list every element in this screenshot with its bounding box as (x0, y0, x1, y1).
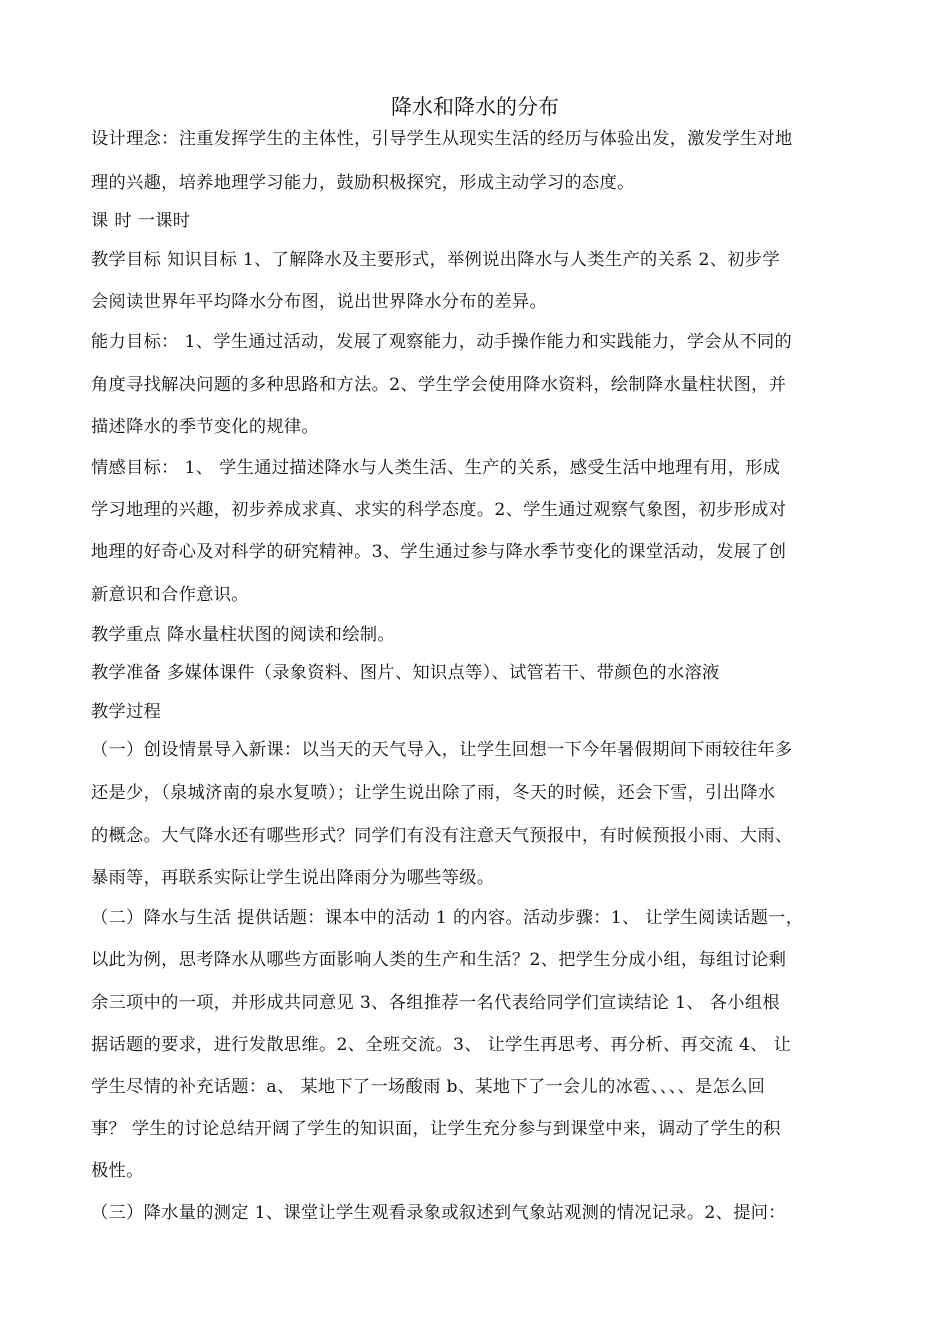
text-line: 教学准备 多媒体课件（录象资料、图片、知识点等）、试管若干、带颜色的水溶液 (91, 663, 720, 683)
text-line: 教学重点 降水量柱状图的阅读和绘制。 (91, 625, 395, 645)
text-line: 新意识和合作意识。 (91, 585, 249, 605)
text-line: 地理的好奇心及对科学的研究精神。3、学生通过参与降水季节变化的课堂活动，发展了创 (91, 542, 787, 562)
text-line: 会阅读世界年平均降水分布图，说出世界降水分布的差异。 (91, 292, 547, 312)
text-line: 角度寻找解决问题的多种思路和方法。2、学生学会使用降水资料，绘制降水量柱状图，并 (91, 375, 787, 395)
text-line: 余三项中的一项，并形成共同意见 3、各组推荐一名代表给同学们宣读结论 1、 各小组根 (91, 993, 780, 1013)
text-line: 教学目标 知识目标 1、了解降水及主要形式，举例说出降水与人类生产的关系 2、初步学 (91, 250, 780, 270)
text-line: （二）降水与生活 提供话题：课本中的活动 1 的内容。活动步骤：1、 让学生阅读话题一， (91, 908, 804, 928)
text-line: 暴雨等，再联系实际让学生说出降雨分为哪些等级。 (91, 868, 495, 888)
text-line: 设计理念：注重发挥学生的主体性，引导学生从现实生活的经历与体验出发，激发学生对地 (91, 129, 793, 149)
text-line: 还是少，（泉城济南的泉水复喷）；让学生说出除了雨，冬天的时候，还会下雪，引出降水 (91, 783, 776, 803)
text-line: 以此为例，思考降水从哪些方面影响人类的生产和生活？2、把学生分成小组，每组讨论剩 (91, 950, 787, 970)
text-line: 教学过程 (91, 702, 162, 722)
text-line: （三）降水量的测定 1、课堂让学生观看录象或叙述到气象站观测的情况记录。2、提问： (91, 1203, 786, 1223)
text-line: 理的兴趣，培养地理学习能力，鼓励积极探究，形成主动学习的态度。 (91, 173, 635, 193)
text-line: 事？ 学生的讨论总结开阔了学生的知识面，让学生充分参与到课堂中来，调动了学生的积 (91, 1119, 781, 1139)
text-line: 学习地理的兴趣，初步养成求真、求实的科学态度。2、学生通过观察气象图，初步形成对 (91, 500, 787, 520)
text-line: 学生尽情的补充话题：a、 某地下了一场酸雨 b、某地下了一会儿的冰雹、、、、是怎么回 (91, 1077, 766, 1097)
text-line: 据话题的要求，进行发散思维。2、全班交流。3、 让学生再思考、再分析、再交流 4、 让 (91, 1035, 792, 1055)
text-line: 能力目标： 1、学生通过活动，发展了观察能力，动手操作能力和实践能力，学会从不同的 (91, 332, 793, 352)
text-line: （一）创设情景导入新课：以当天的天气导入，让学生回想一下今年暑假期间下雨较往年多 (91, 740, 793, 760)
text-line: 课 时 一课时 (91, 211, 191, 231)
text-line: 的概念。大气降水还有哪些形式？同学们有没有注意天气预报中，有时候预报小雨、大雨、 (91, 826, 793, 846)
text-line: 情感目标： 1、 学生通过描述降水与人类生活、生产的关系，感受生活中地理有用，形成 (91, 458, 781, 478)
document-title: 降水和降水的分布 (391, 95, 559, 119)
text-line: 描述降水的季节变化的规律。 (91, 417, 319, 437)
text-line: 极性。 (91, 1161, 144, 1181)
